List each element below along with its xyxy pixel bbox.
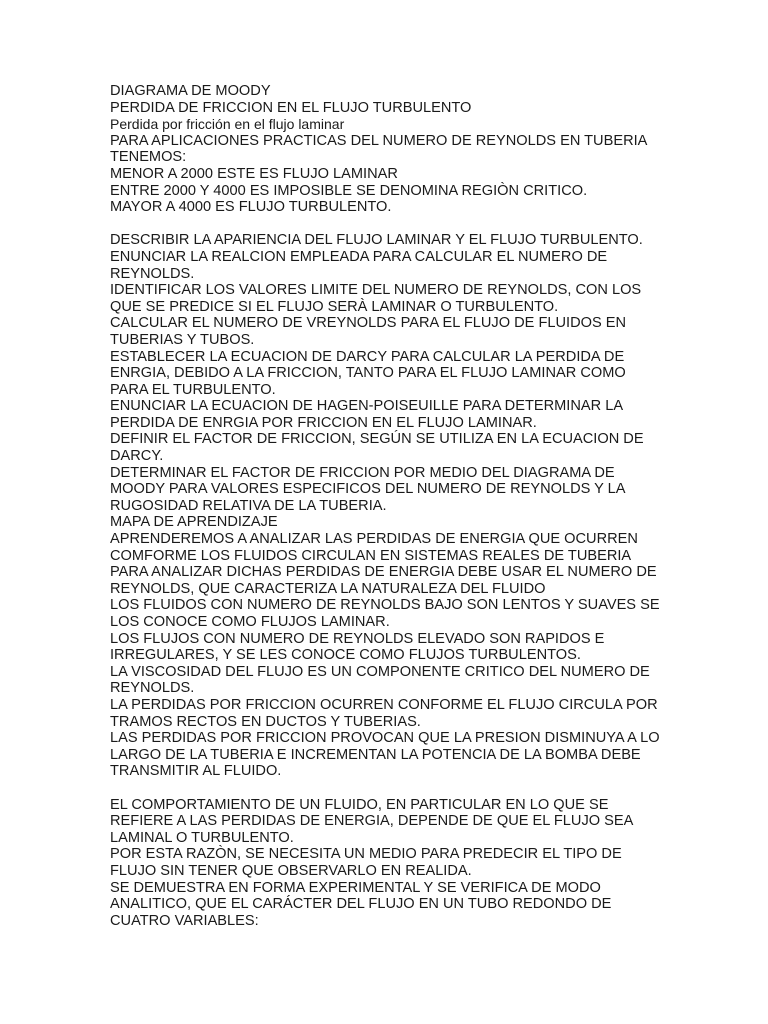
- text-line: IDENTIFICAR LOS VALORES LIMITE DEL NUMERO DE REYNOLDS, CON LOS: [110, 282, 642, 299]
- text-line: ESTABLECER LA ECUACION DE DARCY PARA CALCULAR LA PERDIDA DE: [110, 348, 625, 365]
- text-line: DETERMINAR EL FACTOR DE FRICCION POR MEDIO DEL DIAGRAMA DE: [110, 464, 615, 481]
- text-line: Perdida por fricción en el flujo laminar: [110, 116, 345, 133]
- text-line: QUE SE PREDICE SI EL FLUJO SERÀ LAMINAR O TURBULENTO.: [110, 298, 559, 315]
- text-line: ENTRE 2000 Y 4000 ES IMPOSIBLE SE DENOMINA REGIÒN CRITICO.: [110, 182, 588, 199]
- text-line: PARA EL TURBULENTO.: [110, 381, 276, 398]
- text-line: FLUJO SIN TENER QUE OBSERVARLO EN REALIDA.: [110, 862, 472, 879]
- text-line: SE DEMUESTRA EN FORMA EXPERIMENTAL Y SE VERIFICA DE MODO: [110, 879, 601, 896]
- text-line: LAS PERDIDAS POR FRICCION PROVOCAN QUE LA PRESION DISMINUYA A LO: [110, 730, 660, 747]
- text-line: LOS CONOCE COMO FLUJOS LAMINAR.: [110, 614, 390, 630]
- text-line: COMFORME LOS FLUIDOS CIRCULAN EN SISTEMAS REALES DE TUBERIA: [110, 547, 632, 564]
- text-line: IRREGULARES, Y SE LES CONOCE COMO FLUJOS TURBULENTOS.: [110, 647, 581, 664]
- document-body: [110, 83, 670, 929]
- text-line: LARGO DE LA TUBERIA E INCREMENTAN LA POTENCIA DE LA BOMBA DEBE: [110, 746, 641, 763]
- blank-line: [110, 216, 670, 233]
- text-line: TUBERIAS Y TUBOS.: [110, 331, 255, 348]
- text-line: DESCRIBIR LA APARIENCIA DEL FLUJO LAMINAR Y EL FLUJO TURBULENTO.: [110, 232, 643, 249]
- text-line: LA PERDIDAS POR FRICCION OCURREN CONFORME EL FLUJO CIRCULA POR: [110, 696, 658, 713]
- text-line: LA VISCOSIDAD DEL FLUJO ES UN COMPONENTE CRITICO DEL NUMERO DE: [110, 663, 650, 680]
- text-line: DEFINIR EL FACTOR DE FRICCION, SEGÚN SE UTILIZA EN LA ECUACION DE: [110, 431, 644, 448]
- text-line: TRANSMITIR AL FLUIDO.: [110, 763, 282, 780]
- text-line: CALCULAR EL NUMERO DE VREYNOLDS PARA EL FLUJO DE FLUIDOS EN: [110, 315, 627, 332]
- text-line: MOODY PARA VALORES ESPECIFICOS DEL NUMERO DE REYNOLDS Y LA: [110, 481, 626, 498]
- text-line: LOS FLUJOS CON NUMERO DE REYNOLDS ELEVADO SON RAPIDOS E: [110, 630, 605, 647]
- text-line: REFIERE A LAS PERDIDAS DE ENERGIA, DEPENDE DE QUE EL FLUJO SEA: [110, 813, 634, 830]
- text-line: PARA ANALIZAR DICHAS PERDIDAS DE ENERGIA DEBE USAR EL NUMERO DE: [110, 564, 657, 581]
- text-line: CUATRO VARIABLES:: [110, 912, 259, 929]
- text-line: LOS FLUIDOS CON NUMERO DE REYNOLDS BAJO SON LENTOS Y SUAVES SE: [110, 597, 660, 614]
- text-line: PERDIDA DE ENRGIA POR FRICCION EN EL FLUJO LAMINAR.: [110, 414, 537, 431]
- text-line: DARCY.: [110, 448, 164, 465]
- text-line: MAPA DE APRENDIZAJE: [110, 514, 278, 531]
- text-line: MENOR A 2000 ESTE ES FLUJO LAMINAR: [110, 165, 398, 182]
- text-line: POR ESTA RAZÒN, SE NECESITA UN MEDIO PARA PREDECIR EL TIPO DE: [110, 846, 622, 863]
- text-line: ENRGIA, DEBIDO A LA FRICCION, TANTO PARA EL FLUJO LAMINAR COMO: [110, 365, 626, 382]
- text-line: TRAMOS RECTOS EN DUCTOS Y TUBERIAS.: [110, 713, 421, 730]
- text-line: LAMINAL O TURBULENTO.: [110, 829, 294, 846]
- text-line: PERDIDA DE FRICCION EN EL FLUJO TURBULENTO: [110, 99, 472, 116]
- text-line: REYNOLDS.: [110, 265, 195, 282]
- text-line: ENUNCIAR LA REALCION EMPLEADA PARA CALCULAR EL NUMERO DE: [110, 248, 608, 265]
- text-line: REYNOLDS, QUE CARACTERIZA LA NATURALEZA DEL FLUIDO: [110, 580, 546, 597]
- text-line: MAYOR A 4000 ES FLUJO TURBULENTO.: [110, 199, 392, 216]
- text-line: ENUNCIAR LA ECUACION DE HAGEN-POISEUILLE PARA DETERMINAR LA: [110, 398, 624, 415]
- text-line: RUGOSIDAD RELATIVA DE LA TUBERIA.: [110, 497, 387, 514]
- text-line: EL COMPORTAMIENTO DE UN FLUIDO, EN PARTICULAR EN LO QUE SE: [110, 796, 609, 813]
- blank-line: [110, 780, 670, 797]
- text-line: ANALITICO, QUE EL CARÁCTER DEL FLUJO EN UN TUBO REDONDO DE: [110, 896, 612, 913]
- text-line: REYNOLDS.: [110, 680, 195, 697]
- document-title: DIAGRAMA DE MOODY: [110, 83, 271, 99]
- text-line: APRENDEREMOS A ANALIZAR LAS PERDIDAS DE ENERGIA QUE OCURREN: [110, 531, 638, 548]
- text-line: PARA APLICACIONES PRACTICAS DEL NUMERO DE REYNOLDS EN TUBERIA: [110, 132, 648, 149]
- text-line: TENEMOS:: [110, 149, 187, 166]
